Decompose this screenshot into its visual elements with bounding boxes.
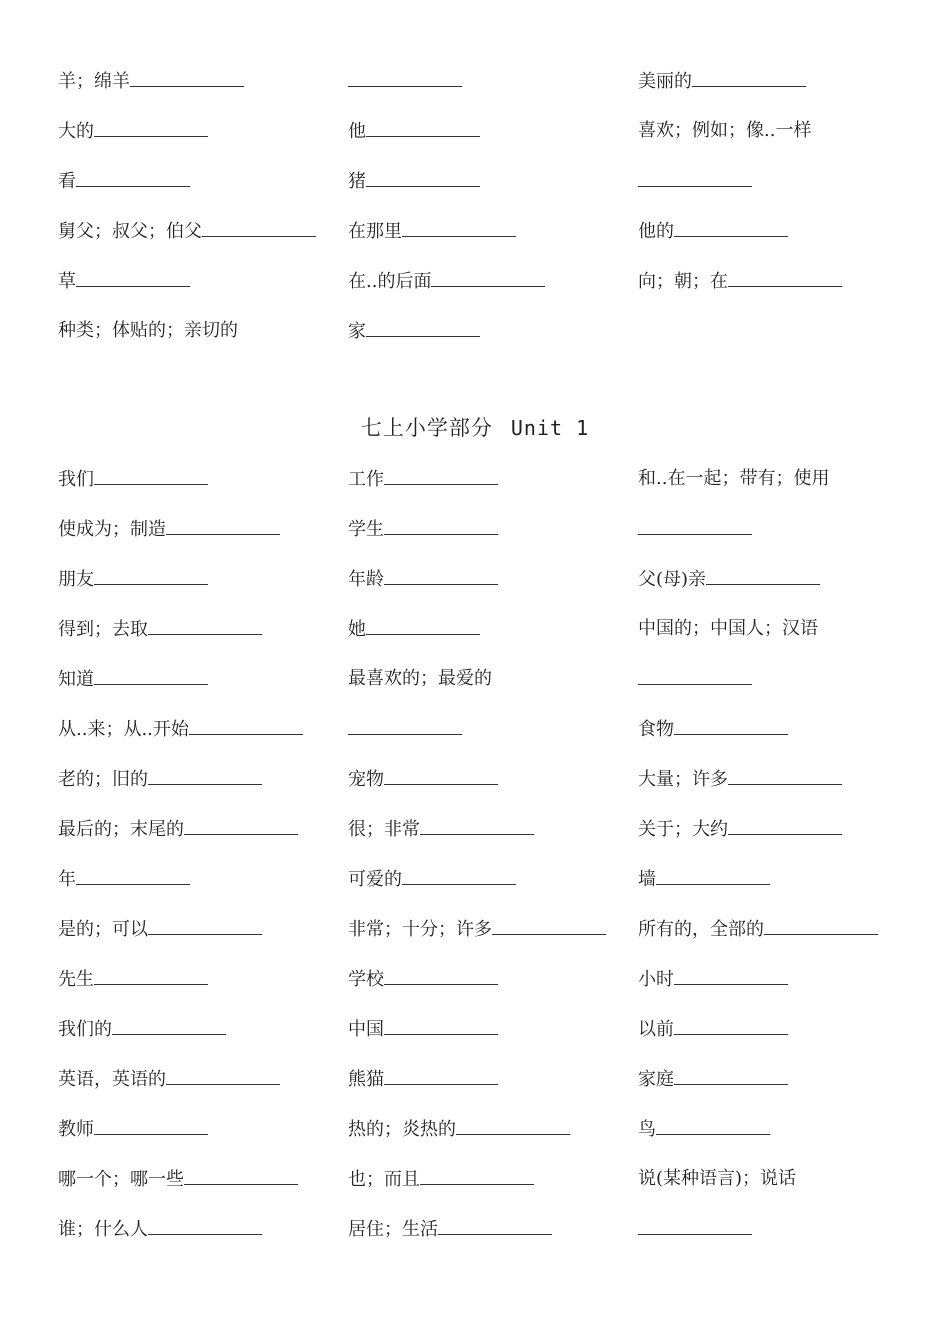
answer-blank[interactable] xyxy=(692,70,806,87)
answer-blank[interactable] xyxy=(94,668,208,685)
vocab-item: 哪一个；哪一些 xyxy=(58,1168,298,1191)
answer-blank[interactable] xyxy=(728,768,842,785)
vocab-item: 最后的；末尾的 xyxy=(58,818,298,841)
answer-blank[interactable] xyxy=(728,270,842,287)
answer-blank[interactable] xyxy=(76,868,190,885)
answer-blank[interactable] xyxy=(148,1218,262,1235)
vocab-item: 学校 xyxy=(348,968,498,991)
vocab-item: 最喜欢的；最爱的 xyxy=(348,668,492,689)
answer-blank[interactable] xyxy=(348,718,462,735)
answer-blank[interactable] xyxy=(402,868,516,885)
answer-blank[interactable] xyxy=(184,1168,298,1185)
answer-blank[interactable] xyxy=(638,518,752,535)
vocab-item xyxy=(638,170,752,193)
vocab-item: 羊；绵羊 xyxy=(58,70,244,93)
vocab-item: 我们的 xyxy=(58,1018,226,1041)
vocab-item: 在..的后面 xyxy=(348,270,545,293)
answer-blank[interactable] xyxy=(94,468,208,485)
answer-blank[interactable] xyxy=(431,270,545,287)
vocab-item: 家庭 xyxy=(638,1068,788,1091)
answer-blank[interactable] xyxy=(674,1018,788,1035)
answer-blank[interactable] xyxy=(130,70,244,87)
vocab-item: 也；而且 xyxy=(348,1168,534,1191)
answer-blank[interactable] xyxy=(348,70,462,87)
vocab-item: 种类；体贴的；亲切的 xyxy=(58,320,238,341)
answer-blank[interactable] xyxy=(112,1018,226,1035)
vocab-item: 墙 xyxy=(638,868,770,891)
answer-blank[interactable] xyxy=(148,918,262,935)
vocab-item: 以前 xyxy=(638,1018,788,1041)
vocab-item: 工作 xyxy=(348,468,498,491)
vocab-item: 猪 xyxy=(348,170,480,193)
answer-blank[interactable] xyxy=(402,220,516,237)
answer-blank[interactable] xyxy=(76,170,190,187)
answer-blank[interactable] xyxy=(456,1118,570,1135)
vocab-item: 宠物 xyxy=(348,768,498,791)
vocab-item: 食物 xyxy=(638,718,788,741)
vocab-item: 从..来；从..开始 xyxy=(58,718,303,741)
answer-blank[interactable] xyxy=(438,1218,552,1235)
answer-blank[interactable] xyxy=(202,220,316,237)
vocab-item: 和..在一起；带有；使用 xyxy=(638,468,830,489)
answer-blank[interactable] xyxy=(366,320,480,337)
answer-blank[interactable] xyxy=(638,1218,752,1235)
vocab-item: 谁；什么人 xyxy=(58,1218,262,1241)
vocab-item: 英语，英语的 xyxy=(58,1068,280,1091)
vocab-item: 使成为；制造 xyxy=(58,518,280,541)
answer-blank[interactable] xyxy=(674,968,788,985)
answer-blank[interactable] xyxy=(638,668,752,685)
vocab-item xyxy=(348,718,462,741)
vocab-item: 家 xyxy=(348,320,480,343)
answer-blank[interactable] xyxy=(384,568,498,585)
vocab-item: 鸟 xyxy=(638,1118,770,1141)
answer-blank[interactable] xyxy=(94,120,208,137)
answer-blank[interactable] xyxy=(184,818,298,835)
answer-blank[interactable] xyxy=(728,818,842,835)
vocab-item: 先生 xyxy=(58,968,208,991)
vocab-item: 小时 xyxy=(638,968,788,991)
vocab-item: 中国的；中国人；汉语 xyxy=(638,618,818,639)
vocab-item: 向；朝；在 xyxy=(638,270,842,293)
vocab-item: 关于；大约 xyxy=(638,818,842,841)
answer-blank[interactable] xyxy=(420,1168,534,1185)
answer-blank[interactable] xyxy=(384,468,498,485)
answer-blank[interactable] xyxy=(166,1068,280,1085)
vocab-item: 父(母)亲 xyxy=(638,568,820,591)
vocab-item: 得到；去取 xyxy=(58,618,262,641)
answer-blank[interactable] xyxy=(656,1118,770,1135)
vocab-item: 很；非常 xyxy=(348,818,534,841)
vocab-item xyxy=(638,518,752,541)
answer-blank[interactable] xyxy=(189,718,303,735)
vocab-item: 老的；旧的 xyxy=(58,768,262,791)
vocab-item: 熊猫 xyxy=(348,1068,498,1091)
vocab-item xyxy=(348,70,462,93)
answer-blank[interactable] xyxy=(674,718,788,735)
vocab-item: 所有的，全部的 xyxy=(638,918,878,941)
vocab-item: 大量；许多 xyxy=(638,768,842,791)
answer-blank[interactable] xyxy=(384,1018,498,1035)
answer-blank[interactable] xyxy=(366,120,480,137)
answer-blank[interactable] xyxy=(706,568,820,585)
answer-blank[interactable] xyxy=(94,568,208,585)
vocab-item: 热的；炎热的 xyxy=(348,1118,570,1141)
answer-blank[interactable] xyxy=(492,918,606,935)
vocab-item: 我们 xyxy=(58,468,208,491)
answer-blank[interactable] xyxy=(674,220,788,237)
vocab-item: 美丽的 xyxy=(638,70,806,93)
answer-blank[interactable] xyxy=(366,170,480,187)
vocab-item: 在那里 xyxy=(348,220,516,243)
answer-blank[interactable] xyxy=(94,968,208,985)
answer-blank[interactable] xyxy=(148,768,262,785)
vocab-item: 他的 xyxy=(638,220,788,243)
answer-blank[interactable] xyxy=(384,768,498,785)
answer-blank[interactable] xyxy=(76,270,190,287)
vocab-item: 学生 xyxy=(348,518,498,541)
answer-blank[interactable] xyxy=(384,518,498,535)
answer-blank[interactable] xyxy=(148,618,262,635)
vocab-item: 年 xyxy=(58,868,190,891)
vocab-item: 朋友 xyxy=(58,568,208,591)
vocab-item: 非常；十分；许多 xyxy=(348,918,606,941)
answer-blank[interactable] xyxy=(166,518,280,535)
answer-blank[interactable] xyxy=(384,1068,498,1085)
answer-blank[interactable] xyxy=(638,170,752,187)
vocab-item: 大的 xyxy=(58,120,208,143)
answer-blank[interactable] xyxy=(656,868,770,885)
vocab-item: 她 xyxy=(348,618,480,641)
vocab-item: 中国 xyxy=(348,1018,498,1041)
section-title: 七上小学部分 Unit 1 xyxy=(360,416,590,440)
vocab-item xyxy=(638,668,752,691)
vocab-item: 草 xyxy=(58,270,190,293)
vocab-item xyxy=(638,1218,752,1241)
vocab-item: 说(某种语言)；说话 xyxy=(638,1168,797,1189)
answer-blank[interactable] xyxy=(674,1068,788,1085)
answer-blank[interactable] xyxy=(420,818,534,835)
answer-blank[interactable] xyxy=(764,918,878,935)
answer-blank[interactable] xyxy=(94,1118,208,1135)
vocab-item: 可爱的 xyxy=(348,868,516,891)
vocab-item: 年龄 xyxy=(348,568,498,591)
vocab-item: 居住；生活 xyxy=(348,1218,552,1241)
vocab-item: 知道 xyxy=(58,668,208,691)
answer-blank[interactable] xyxy=(366,618,480,635)
vocab-item: 教师 xyxy=(58,1118,208,1141)
vocab-item: 舅父；叔父；伯父 xyxy=(58,220,316,243)
vocab-item: 是的；可以 xyxy=(58,918,262,941)
vocab-item: 看 xyxy=(58,170,190,193)
answer-blank[interactable] xyxy=(384,968,498,985)
vocab-item: 他 xyxy=(348,120,480,143)
vocab-item: 喜欢；例如；像..一样 xyxy=(638,120,812,141)
